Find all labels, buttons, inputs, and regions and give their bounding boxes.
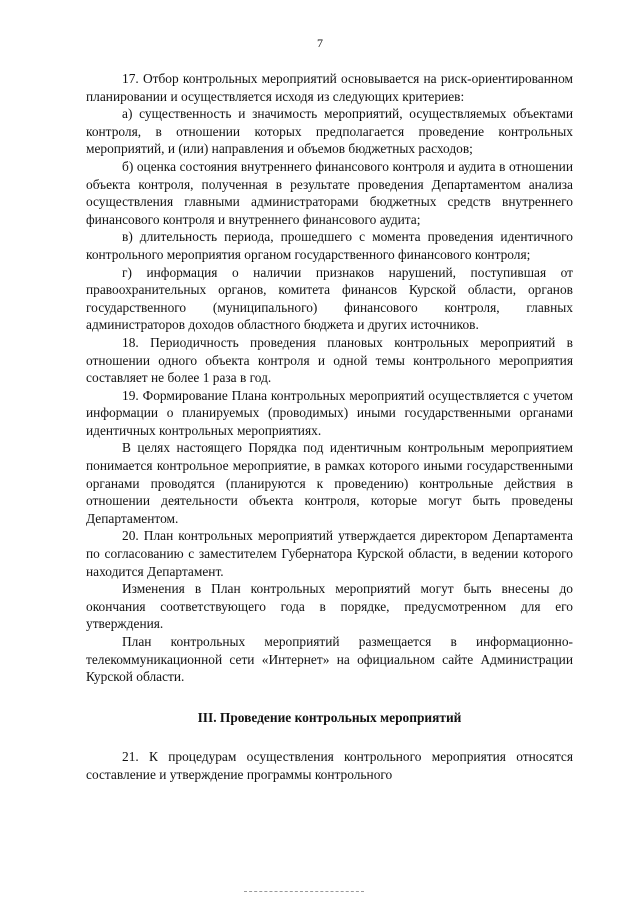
section-heading: III. Проведение контрольных мероприятий: [197, 709, 462, 725]
paragraph-20-publication: План контрольных мероприятий размещается в информационно-телекоммуникационной сети «Интернет» на официальном сайте Администрации Курской области.: [86, 634, 573, 685]
page-number: 7: [317, 36, 323, 50]
paragraph-17a: а) существенность и значимость мероприятий, осуществляемых объектами контроля, в отношении которых предполагается проведение контрольных мероприятий, и (или) направления и объемов бюджетных расходов;: [86, 106, 573, 157]
paragraph-17v: в) длительность периода, прошедшего с момента проведения идентичного контрольного мероприятия органом государственного финансового контроля;: [86, 229, 573, 262]
paragraph-18: 18. Периодичность проведения плановых контрольных мероприятий в отношении одного объекта контроля и одной темы контрольного мероприятия составляет не более 1 раза в год.: [86, 334, 573, 386]
paragraph-21: 21. К процедурам осуществления контрольного мероприятия относятся составление и утверждение программы контрольного: [86, 749, 573, 782]
paragraph-17: 17. Отбор контрольных мероприятий основывается на риск-ориентированном планировании и осуществляется исходя из следующих критериев:: [86, 71, 573, 104]
paragraph-20-changes: Изменения в План контрольных мероприятий могут быть внесены до окончания соответствующего года в порядке, предусмотренном для его утверждения.: [86, 581, 573, 632]
paragraph-17g: г) информация о наличии признаков нарушений, поступившая от правоохранительных органов, комитета финансов Курской области, органов государственного (муниципального) финансового контроля, главных администраторов доходов областного бюджета и других источников.: [86, 264, 573, 333]
document-body: [86, 70, 573, 784]
footer-divider: [244, 891, 364, 892]
paragraph-19: 19. Формирование Плана контрольных мероприятий осуществляется с учетом информации о планируемых (проводимых) иными государственными органами идентичных контрольных мероприятиях.: [86, 387, 573, 438]
paragraph-20: 20. План контрольных мероприятий утверждается директором Департамента по согласованию с заместителем Губернатора Курской области, в ведении которого находится Департамент.: [86, 528, 573, 579]
paragraph-17b: б) оценка состояния внутреннего финансового контроля и аудита в отношении объекта контроля, полученная в результате проведения Департаментом анализа осуществления главными администраторами бюджетных средств внутреннего финансового контроля и внутреннего финансового аудита;: [86, 158, 573, 227]
paragraph-19-definition: В целях настоящего Порядка под идентичным контрольным мероприятием понимается контрольное мероприятие, в рамках которого иными государственными органами проводятся (планируются к проведению) контрольные действия в отношении деятельности объекта контроля, которые могут быть проведены Департаментом.: [86, 440, 573, 526]
